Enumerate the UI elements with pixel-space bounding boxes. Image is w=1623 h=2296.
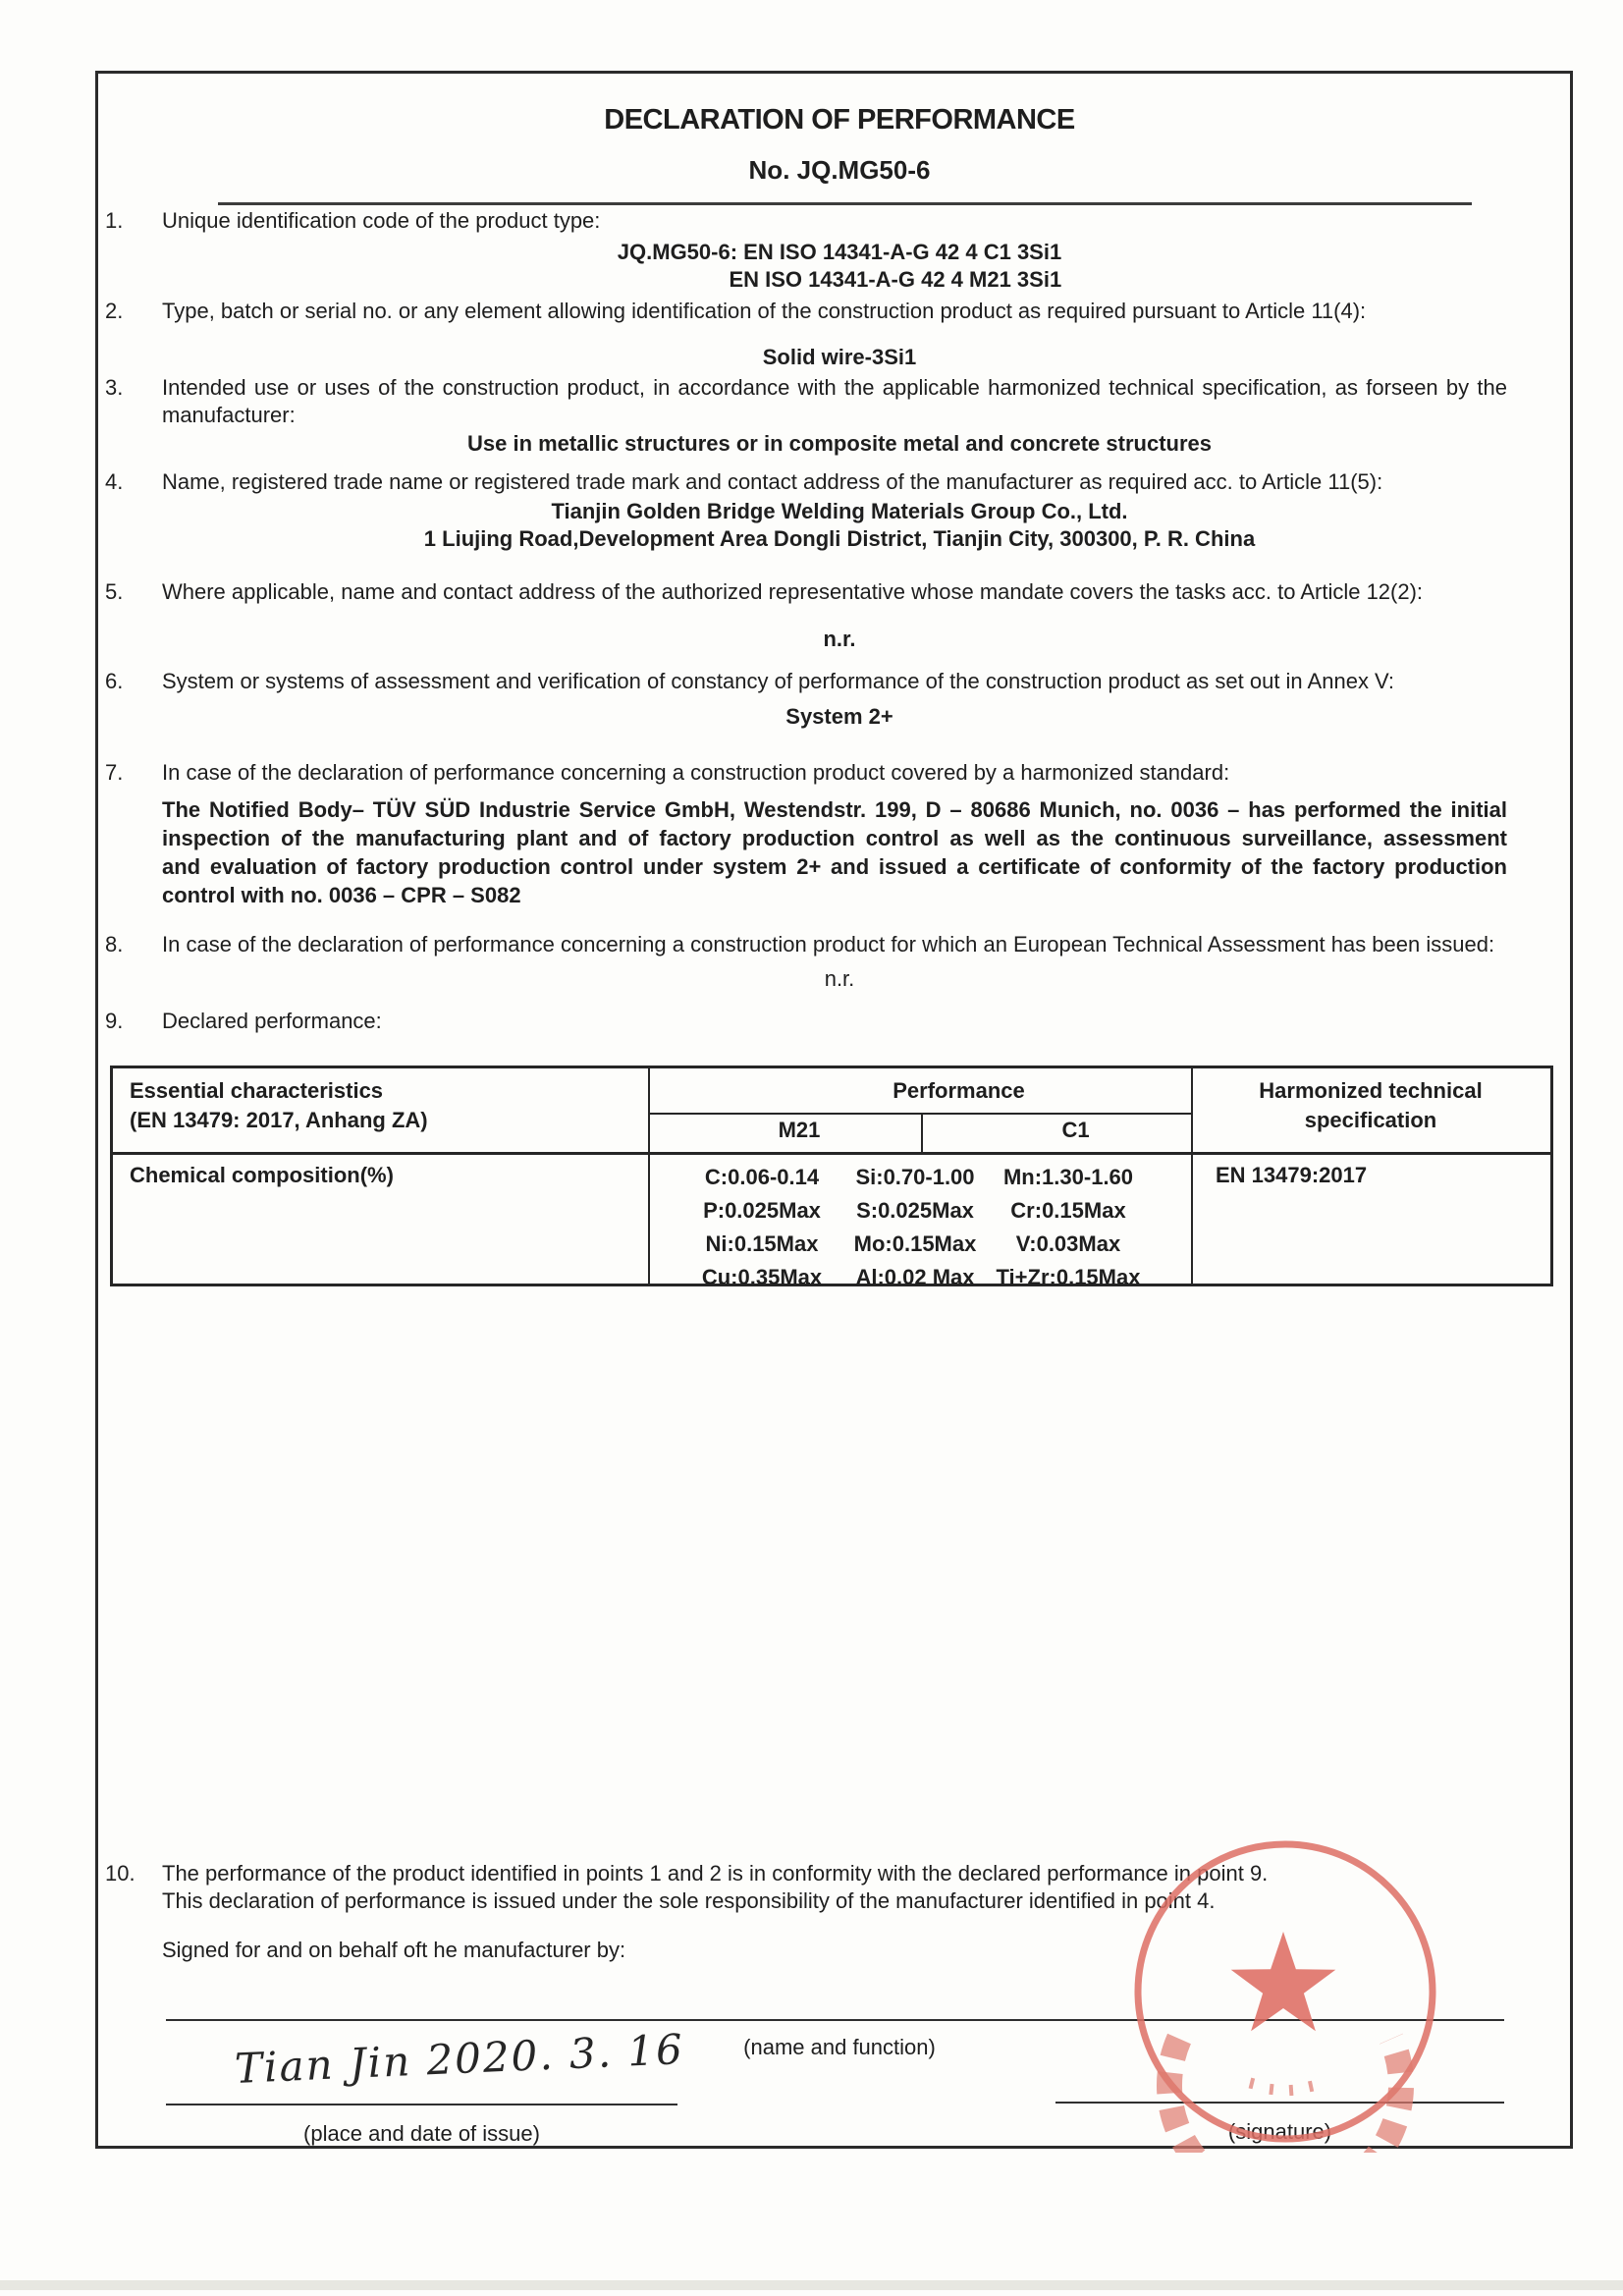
chem-c: C:0.06-0.14: [704, 1165, 820, 1189]
chem-cr: Cr:0.15Max: [1010, 1198, 1126, 1223]
place-date-label: (place and date of issue): [303, 2121, 540, 2146]
item-3-value: Use in metallic structures or in composite metal and concrete structures: [466, 431, 1212, 456]
place-date-line: [166, 2104, 677, 2105]
item-2: [105, 298, 1507, 325]
chem-row-1: [685, 1161, 1145, 1194]
page-title: DECLARATION OF PERFORMANCE: [604, 104, 1075, 136]
item-2-text: Type, batch or serial no. or any element allowing identification of the construction product as required pursuant to Article 11(4):: [162, 299, 1367, 323]
item-6-number: 6.: [105, 669, 124, 693]
item-2-number: 2.: [105, 299, 124, 323]
chem-row-4: [685, 1261, 1145, 1294]
name-function-label: (name and function): [743, 2035, 936, 2059]
item-3-text-line1: Intended use or uses of the construction product, in accordance with the applicable harmonized technical specification, as forseen by the: [162, 375, 1507, 400]
table-col3-header-line1: Harmonized technical: [1259, 1078, 1483, 1103]
chemical-composition-values: [685, 1161, 1145, 1294]
table-col1-header-line2: (EN 13479: 2017, Anhang ZA): [130, 1108, 428, 1132]
item-7-body-line2: inspection of the manufacturing plant and of factory production control as well as the continuous surveillance, assessment: [162, 826, 1507, 850]
table-performance-header: Performance: [893, 1078, 1025, 1103]
table-header-rule: [113, 1152, 1550, 1155]
table-subcol-m21: M21: [778, 1118, 821, 1142]
signed-statement: Signed for and on behalf oft he manufacturer by:: [162, 1938, 626, 1962]
chem-row-3: [685, 1228, 1145, 1261]
item-7-body-line3: and evaluation of factory production control under system 2+ and issued a certificate of conformity of the factory production: [162, 854, 1507, 879]
table-col3-value: EN 13479:2017: [1216, 1163, 1368, 1187]
item-1-text: Unique identification code of the product type:: [162, 208, 601, 233]
chem-si: Si:0.70-1.00: [855, 1165, 975, 1189]
company-seal-stamp: [1128, 1838, 1442, 2153]
handwritten-place-date: Tian Jin 2020. 3. 16: [234, 2025, 685, 2093]
item-1: [105, 207, 1507, 235]
chem-tizr: Ti+Zr:0.15Max: [996, 1265, 1141, 1289]
item-4-text: Name, registered trade name or registered trade mark and contact address of the manufacturer as required acc. to Article 11(5):: [162, 469, 1383, 494]
chem-mn: Mn:1.30-1.60: [1002, 1165, 1134, 1189]
document-number: No. JQ.MG50-6: [748, 155, 931, 185]
header-rule: [218, 202, 1472, 205]
item-5-value: n.r.: [823, 627, 856, 651]
item-3-text-line2: manufacturer:: [162, 403, 296, 427]
item-9: [105, 1008, 1507, 1035]
scan-edge-shadow: [0, 2280, 1623, 2290]
item-7-number: 7.: [105, 760, 124, 785]
item-5-text: Where applicable, name and contact address of the authorized representative whose mandate covers the tasks acc. to Article 12(2):: [162, 579, 1424, 604]
item-9-number: 9.: [105, 1009, 124, 1033]
item-3: [105, 374, 1507, 429]
item-7-notified-body-paragraph: [162, 795, 1507, 909]
item-1-number: 1.: [105, 208, 124, 233]
table-col1-header: [130, 1076, 428, 1135]
item-4-value-line2: 1 Liujing Road,Development Area Dongli District, Tianjin City, 300300, P. R. China: [423, 526, 1256, 551]
item-8-number: 8.: [105, 932, 124, 957]
table-col3-header: [1191, 1076, 1550, 1135]
item-6-value: System 2+: [785, 704, 893, 729]
declared-performance-table: [110, 1066, 1553, 1289]
item-7-body-line4: control with no. 0036 – CPR – S082: [162, 883, 521, 907]
item-2-value: Solid wire-3Si1: [762, 345, 917, 369]
item-1-value: [147, 239, 1532, 294]
item-10-number: 10.: [105, 1861, 135, 1886]
item-4-value: [147, 498, 1532, 553]
item-6: [105, 668, 1507, 695]
item-4: [105, 468, 1507, 496]
seal-star-icon: [1231, 1932, 1336, 2031]
chem-p: P:0.025Max: [703, 1198, 821, 1223]
item-8-text: In case of the declaration of performance concerning a construction product for which an European Technical Assessment has been issued:: [162, 932, 1495, 957]
item-10-line1: The performance of the product identified in points 1 and 2 is in conformity with the declared performance in point 9.: [162, 1861, 1269, 1886]
item-8: [105, 931, 1507, 958]
item-7-body-line1: The Notified Body– TÜV SÜD Industrie Service GmbH, Westendstr. 199, D – 80686 Munich, no. 0036 – has performed the initial: [162, 797, 1507, 822]
chem-row-2: [685, 1194, 1145, 1228]
item-4-value-line1: Tianjin Golden Bridge Welding Materials Group Co., Ltd.: [551, 499, 1128, 523]
item-1-value-line1: JQ.MG50-6: EN ISO 14341-A-G 42 4 C1 3Si1: [617, 240, 1062, 264]
table-subcol-c1: C1: [1061, 1118, 1090, 1142]
item-5-number: 5.: [105, 579, 124, 604]
seal-serial-marks: [1249, 2078, 1315, 2096]
chem-ni: Ni:0.15Max: [705, 1231, 819, 1256]
table-col1-header-line1: Essential characteristics: [130, 1078, 384, 1103]
chem-cu: Cu:0.35Max: [701, 1265, 823, 1289]
item-6-text: System or systems of assessment and verification of constancy of performance of the construction product as set out in Annex V:: [162, 669, 1395, 693]
item-1-value-line2: EN ISO 14341-A-G 42 4 M21 3Si1: [729, 267, 1062, 292]
item-7: [105, 759, 1507, 787]
item-9-text: Declared performance:: [162, 1009, 382, 1033]
chem-v: V:0.03Max: [1015, 1231, 1121, 1256]
table-col3-header-line2: specification: [1304, 1108, 1437, 1132]
item-7-text: In case of the declaration of performance concerning a construction product covered by a harmonized standard:: [162, 760, 1230, 785]
chem-mo: Mo:0.15Max: [853, 1231, 977, 1256]
table-row-label: Chemical composition(%): [130, 1163, 394, 1187]
item-10-line2: This declaration of performance is issued under the sole responsibility of the manufacturer identified in point 4.: [162, 1888, 1216, 1913]
item-3-number: 3.: [105, 375, 124, 400]
table-performance-underline: [648, 1113, 1193, 1115]
item-4-number: 4.: [105, 469, 124, 494]
chem-al: Al:0.02 Max: [855, 1265, 975, 1289]
item-8-value: n.r.: [824, 966, 855, 991]
chem-s: S:0.025Max: [856, 1198, 974, 1223]
signature-label: (signature): [1227, 2119, 1332, 2144]
item-5: [105, 578, 1507, 606]
